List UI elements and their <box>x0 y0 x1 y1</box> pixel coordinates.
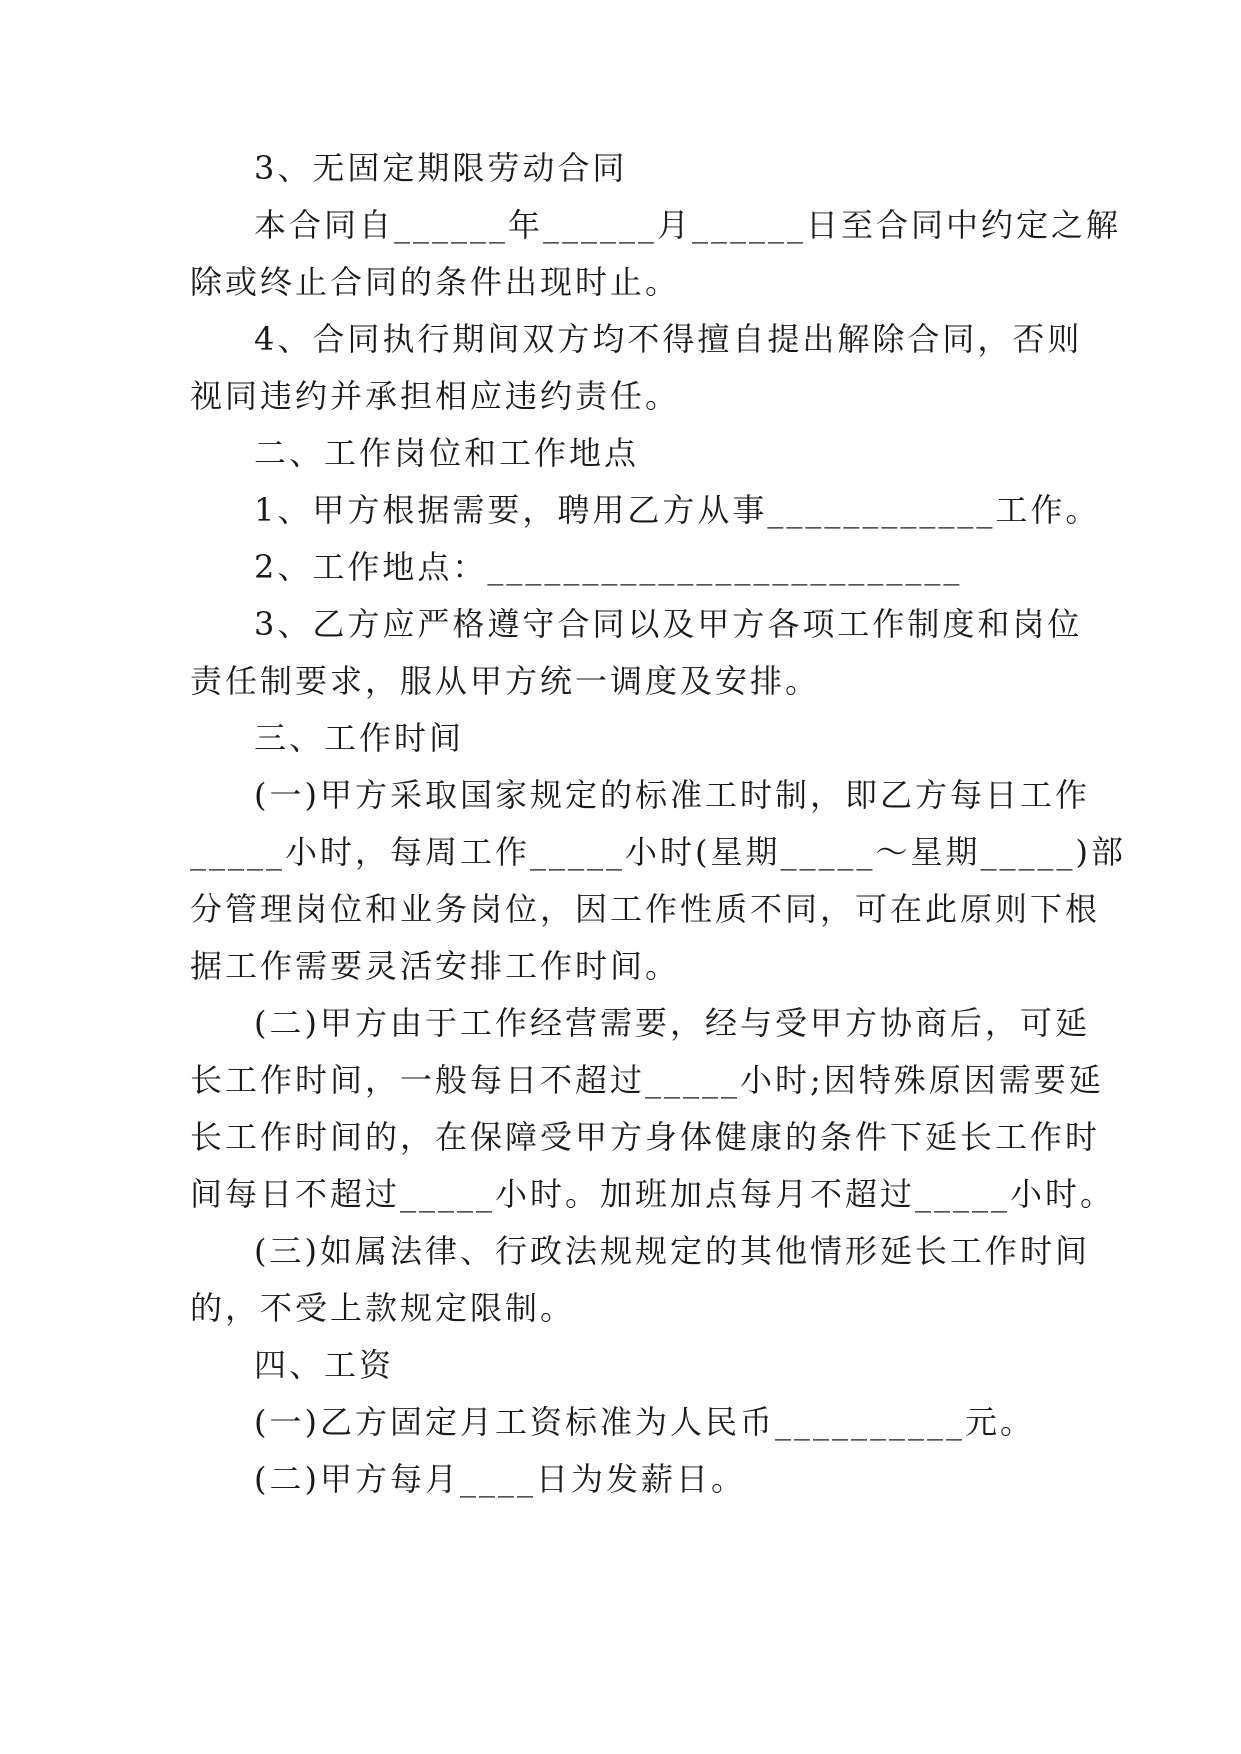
section-3-item-3-line-2: 的，不受上款规定限制。 <box>190 1289 576 1327</box>
section-3-item-2-line-4: 间每日不超过_____小时。加班加点每月不超过_____小时。 <box>190 1175 1116 1213</box>
section-3-item-2-line-1: (二)甲方由于工作经营需要，经与受甲方协商后，可延 <box>254 1004 1090 1042</box>
section-2-item-3-line-2: 责任制要求，服从甲方统一调度及安排。 <box>190 662 821 700</box>
section-3-item-3-line-1: (三)如属法律、行政法规规定的其他情形延长工作时间 <box>254 1232 1090 1270</box>
section-3-item-1-line-1: (一)甲方采取国家规定的标准工时制，即乙方每日工作 <box>254 776 1090 814</box>
section-3-item-1-line-2: _____小时，每周工作_____小时(星期_____～星期_____)部 <box>190 833 1126 871</box>
section-2-item-3-line-1: 3、乙方应严格遵守合同以及甲方各项工作制度和岗位 <box>254 605 1083 643</box>
section-2-item-2: 2、工作地点：_________________________ <box>254 548 963 586</box>
section-2-item-1: 1、甲方根据需要，聘用乙方从事____________工作。 <box>254 491 1101 529</box>
clause-3-text-line-2: 除或终止合同的条件出现时止。 <box>190 263 681 301</box>
clause-3-heading: 3、无固定期限劳动合同 <box>254 149 628 187</box>
section-4-item-1: (一)乙方固定月工资标准为人民币__________元。 <box>254 1403 1035 1441</box>
section-3-item-1-line-4: 据工作需要灵活安排工作时间。 <box>190 947 681 985</box>
section-3-item-1-line-3: 分管理岗位和业务岗位，因工作性质不同，可在此原则下根 <box>190 890 1101 928</box>
section-4-heading: 四、工资 <box>254 1346 395 1384</box>
section-4-item-2: (二)甲方每月____日为发薪日。 <box>254 1460 746 1498</box>
clause-4-line-1: 4、合同执行期间双方均不得擅自提出解除合同，否则 <box>254 320 1083 358</box>
section-3-item-2-line-3: 长工作时间的，在保障受甲方身体健康的条件下延长工作时 <box>190 1118 1101 1156</box>
clause-3-text-line-1: 本合同自______年______月______日至合同中约定之解 <box>254 206 1122 244</box>
clause-4-line-2: 视同违约并承担相应违约责任。 <box>190 377 681 415</box>
section-2-heading: 二、工作岗位和工作地点 <box>254 434 640 472</box>
section-3-heading: 三、工作时间 <box>254 719 465 757</box>
section-3-item-2-line-2: 长工作时间，一般每日不超过_____小时;因特殊原因需要延 <box>190 1061 1104 1099</box>
